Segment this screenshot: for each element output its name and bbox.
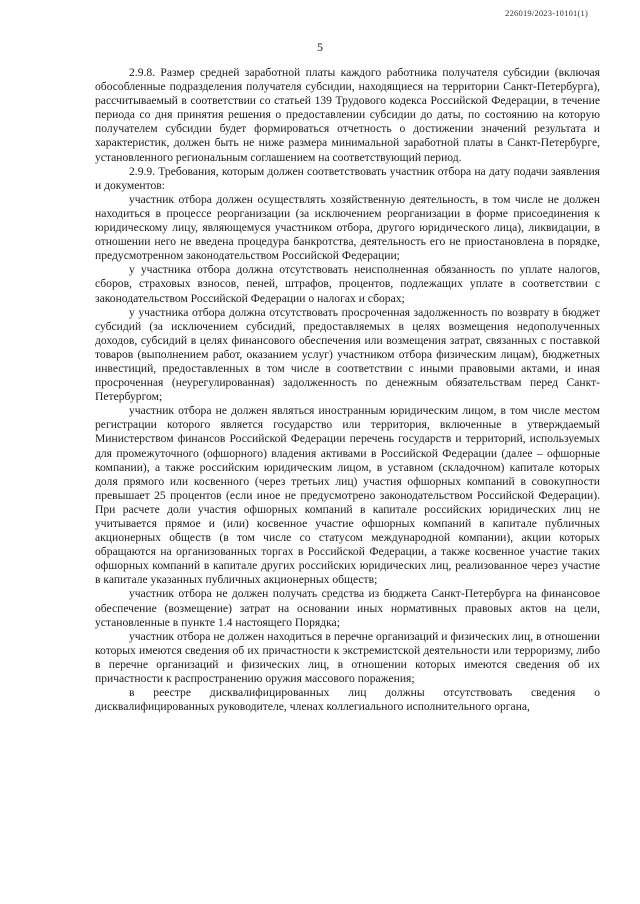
document-body xyxy=(95,66,600,714)
page-number: 5 xyxy=(317,40,323,54)
paragraph-2-9-9: 2.9.9. Требования, которым должен соответствовать участник отбора на дату подачи заявления и документов: xyxy=(95,164,600,192)
paragraph-tax-obligations: у участника отбора должна отсутствовать неисполненная обязанность по уплате налогов, сборов, страховых взносов, пеней, штрафов, процентов, подлежащих уплате в соответствии с законодательством Российской Федерации о налогах и сборах; xyxy=(95,263,600,305)
paragraph-overdue-debt: у участника отбора должна отсутствовать просроченная задолженность по возврату в бюджет субсидий (за исключением субсидий, предоставляемых в целях возмещения недополученных доходов, субсидий в целях финансового обеспечения или возмещения затрат, связанных с поставкой товаров (выполнением работ, оказанием услуг) участником отбора физическим лицам), бюджетных инвестиций, предоставленных в том числе в соответствии с иными правовыми актами, и иная просроченная (неурегулированная) задолженность по денежным обязательствам перед Санкт-Петербургом; xyxy=(95,305,600,404)
document-id: 226019/2023-10101(1) xyxy=(505,8,588,18)
paragraph-2-9-8: 2.9.8. Размер средней заработной платы каждого работника получателя субсидии (включая обособленные подразделения получателя субсидии, находящиеся на территории Санкт-Петербурга), рассчитываемый в соответствии со статьей 139 Трудового кодекса Российской Федерации, в течение периода со дня принятия решения о предоставлении субсидии до даты, по состоянию на которую получателем субсидии будет формироваться отчетность о достижении значений результата и характеристик, должен быть не ниже размера минимальной заработной платы в Санкт-Петербурге, установленного региональным соглашением на соответствующий период. xyxy=(95,66,600,164)
paragraph-economic-activity: участник отбора должен осуществлять хозяйственную деятельность, в том числе не должен находиться в процессе реорганизации (за исключением реорганизации в форме присоединения к юридическому лицу, являющемуся участником отбора, другого юридического лица), ликвидации, в отношении него не введена процедура банкротства, деятельность его не приостановлена в порядке, предусмотренном законодательством Российской Федерации; xyxy=(95,192,600,263)
paragraph-other-funding: участник отбора не должен получать средства из бюджета Санкт-Петербурга на финансовое обеспечение (возмещение) затрат на основании иных нормативных правовых актов на цели, установленные в пункте 1.4 настоящего Порядка; xyxy=(95,587,600,629)
paragraph-offshore-companies: участник отбора не должен являться иностранным юридическим лицом, в том числе местом регистрации которого является государство или территория, включенные в утверждаемый Министерством финансов Российской Федерации перечень государств и территорий, используемых для промежуточного (офшорного) владения активами в Российской Федерации (далее – офшорные компании), а также российским юридическим лицом, в уставном (складочном) капитале которых доля прямого или косвенного (через третьих лиц) участия офшорных компаний в совокупности превышает 25 процентов (если иное не предусмотрено законодательством Российской Федерации). При расчете доли участия офшорных компаний в капитале российских юридических лиц не учитывается прямое и (или) косвенное участие офшорных компаний в капитале публичных акционерных обществ (в том числе со статусом международной компании), акции которых обращаются на организованных торгах в Российской Федерации, а также косвенное участие таких офшорных компаний в капитале других российских юридических лиц, реализованное через участие в капитале указанных публичных акционерных обществ; xyxy=(95,404,600,587)
paragraph-extremism-list: участник отбора не должен находиться в перечне организаций и физических лиц, в отношении которых имеются сведения об их причастности к экстремистской деятельности или терроризму, либо в перечне организаций и физических лиц, в отношении которых имеются сведения об их причастности к распространению оружия массового поражения; xyxy=(95,629,600,686)
paragraph-disqualified-persons: в реестре дисквалифицированных лиц должны отсутствовать сведения о дисквалифицированных руководителе, членах коллегиального исполнительного органа, xyxy=(95,686,600,714)
